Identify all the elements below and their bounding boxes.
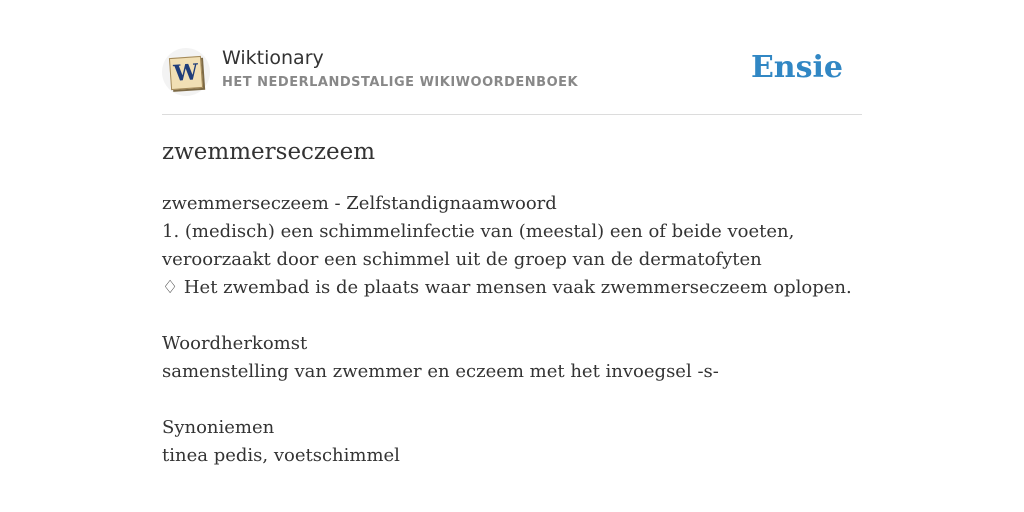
synonyms-text: tinea pedis, voetschimmel <box>162 445 400 466</box>
spacer <box>162 386 862 414</box>
wiktionary-logo[interactable] <box>162 48 210 96</box>
example-sentence: ♢ Het zwembad is de plaats waar mensen vaak zwemmerseczeem oplopen. <box>162 277 852 298</box>
definition-line: 1. (medisch) een schimmelinfectie van (meestal) een of beide voeten, <box>162 221 795 242</box>
entry-content <box>162 134 862 470</box>
etymology-heading: Woordherkomst <box>162 333 308 354</box>
synonyms-heading: Synoniemen <box>162 417 275 438</box>
definition-heading: zwemmerseczeem - Zelfstandignaamwoord <box>162 193 557 214</box>
site-subtitle: HET NEDERLANDSTALIGE WIKIWOORDENBOEK <box>222 75 579 90</box>
entry-title: zwemmerseczeem <box>162 139 376 165</box>
site-title[interactable]: Wiktionary <box>222 47 324 69</box>
ensie-brand-link[interactable]: Ensie <box>750 50 843 85</box>
spacer <box>162 302 862 330</box>
wiktionary-logo-icon: W <box>169 56 203 90</box>
site-header <box>162 44 862 115</box>
definition-line: veroorzaakt door een schimmel uit de groep van de dermatofyten <box>162 249 762 270</box>
etymology-text: samenstelling van zwemmer en eczeem met het invoegsel -s- <box>162 361 719 382</box>
